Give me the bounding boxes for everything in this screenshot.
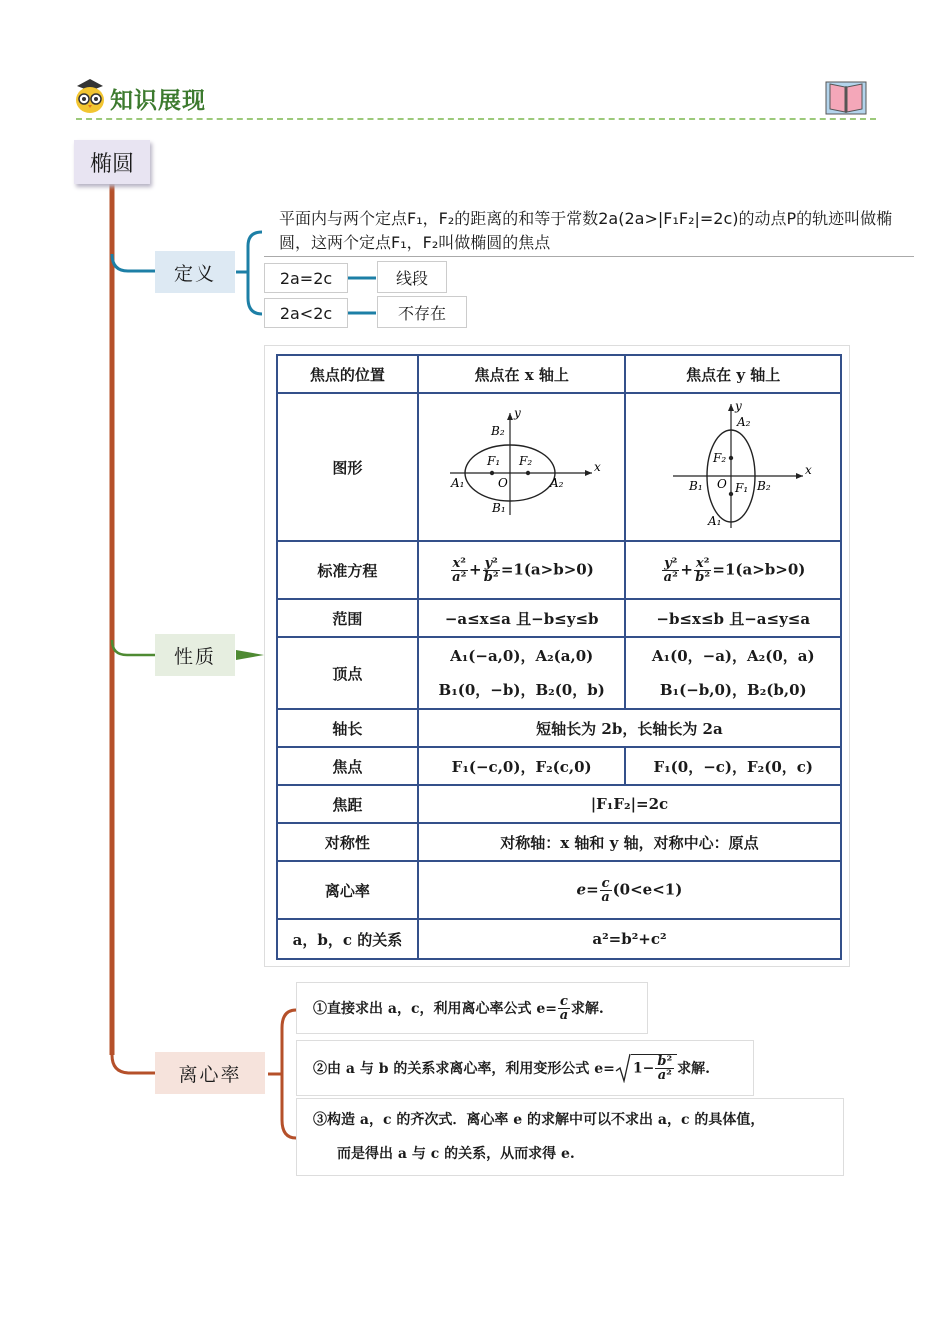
table-row [277, 919, 841, 959]
point-label: B₁ [689, 479, 703, 493]
axis-label: y [513, 406, 521, 420]
eccentricity-method-3 [296, 1098, 844, 1176]
row-label: 焦点 [277, 747, 418, 785]
table-row [277, 637, 841, 709]
table-cell: 对称轴：x 轴和 y 轴，对称中心：原点 [418, 823, 841, 861]
equation-x: $\frac{\text{x²}}{\text{a²}}$ + $\frac{\text{y²}}{\text{b²}}$ =1(a>b>0) [418, 541, 626, 599]
properties-table [276, 354, 842, 960]
row-label: 范围 [277, 599, 418, 637]
table-cell: 短轴长为 2b，长轴长为 2a [418, 709, 841, 747]
ellipse-x-figure [418, 393, 626, 541]
axis-label: x [593, 460, 601, 474]
header-cell: 焦点在 y 轴上 [625, 355, 841, 393]
table-row [277, 709, 841, 747]
row-label: 轴长 [277, 709, 418, 747]
point-label: B₁ [491, 501, 506, 515]
table-row [277, 541, 841, 599]
definition-node: 定义 [155, 251, 235, 293]
table-cell: |F₁F₂|=2c [418, 785, 841, 823]
table-cell [418, 637, 626, 709]
header-cell: 焦点在 x 轴上 [418, 355, 626, 393]
point-label: F₂ [518, 454, 532, 468]
table-cell: a²=b²+c² [418, 919, 841, 959]
table-cell: −a≤x≤a 且−b≤y≤b [418, 599, 626, 637]
row-label: 焦距 [277, 785, 418, 823]
table-cell [625, 637, 841, 709]
case-result: 不存在 [377, 296, 467, 328]
row-label: 离心率 [277, 861, 418, 919]
point-label: A₁ [450, 476, 465, 490]
case-condition: 2a<2c [264, 298, 348, 328]
ellipse-y-figure [625, 393, 841, 541]
point-label: A₂ [549, 476, 564, 490]
table-cell: −b≤x≤b 且−a≤y≤a [625, 599, 841, 637]
axis-label: y [735, 400, 743, 413]
definition-text: 平面内与两个定点F₁，F₂的距离的和等于常数2a(2a>|F₁F₂|=2c)的动点P的轨迹叫做椭圆，这两个定点F₁，F₂叫做椭圆的焦点 [279, 209, 893, 252]
method-3-line: ③构造 a，c 的齐次式．离心率 e 的求解中可以不求出 a，c 的具体值， [313, 1112, 765, 1128]
method-3-line: 而是得出 a 与 c 的关系，从而求得 e. [337, 1146, 575, 1162]
vertex-line: A₁(0，−a)，A₂(0，a) [651, 647, 815, 665]
sqrt-sign-icon [615, 1053, 631, 1083]
properties-node: 性质 [155, 634, 235, 676]
row-label: 标准方程 [277, 541, 418, 599]
point-label: B₂ [757, 479, 771, 493]
table-cell: e= $\frac{c}{a}$ (0<e<1) [418, 861, 841, 919]
row-label: 顶点 [277, 637, 418, 709]
vertex-line: A₁(−a,0)，A₂(a,0) [450, 647, 594, 665]
equation-y: $\frac{\text{y²}}{\text{a²}}$ + $\frac{\text{x²}}{\text{b²}}$ =1(a>b>0) [625, 541, 841, 599]
root-node: 椭圆 [74, 140, 150, 184]
axis-label: x [805, 463, 813, 477]
table-cell: F₁(−c,0)，F₂(c,0) [418, 747, 626, 785]
point-label: F₂ [713, 451, 727, 465]
table-header-row [277, 355, 841, 393]
table-row [277, 393, 841, 541]
point-label: F₁ [486, 454, 500, 468]
table-row [277, 861, 841, 919]
vertex-line: B₁(0，−b)，B₂(0，b) [438, 681, 605, 699]
point-label: A₁ [708, 514, 722, 528]
point-label: B₂ [490, 424, 505, 438]
point-label: F₁ [735, 481, 749, 495]
row-label: a，b，c 的关系 [277, 919, 418, 959]
eccentricity-node: 离心率 [155, 1052, 265, 1094]
definition-underline [264, 256, 914, 257]
table-row [277, 747, 841, 785]
vertex-line: B₁(−b,0)，B₂(b,0) [659, 681, 807, 699]
header-cell: 焦点的位置 [277, 355, 418, 393]
section-title: 知识展现 [110, 88, 206, 114]
table-cell: F₁(0，−c)，F₂(0，c) [625, 747, 841, 785]
eccentricity-method-1: ①直接求出 a，c，利用离心率公式 e= $\frac{c}{a}$ 求解. [296, 982, 648, 1034]
row-label: 图形 [277, 393, 418, 541]
table-row [277, 785, 841, 823]
case-result: 线段 [377, 261, 447, 293]
point-label: O [717, 477, 728, 491]
case-condition: 2a=2c [264, 263, 348, 293]
point-label: O [497, 476, 508, 490]
eccentricity-method-2: ②由 a 与 b 的关系求离心率，利用变形公式 e= 1− $\frac{\text{b²}}{\text{a²}}$ 求解. [296, 1040, 754, 1096]
point-label: A₂ [737, 415, 751, 429]
table-row [277, 599, 841, 637]
table-row [277, 823, 841, 861]
row-label: 对称性 [277, 823, 418, 861]
